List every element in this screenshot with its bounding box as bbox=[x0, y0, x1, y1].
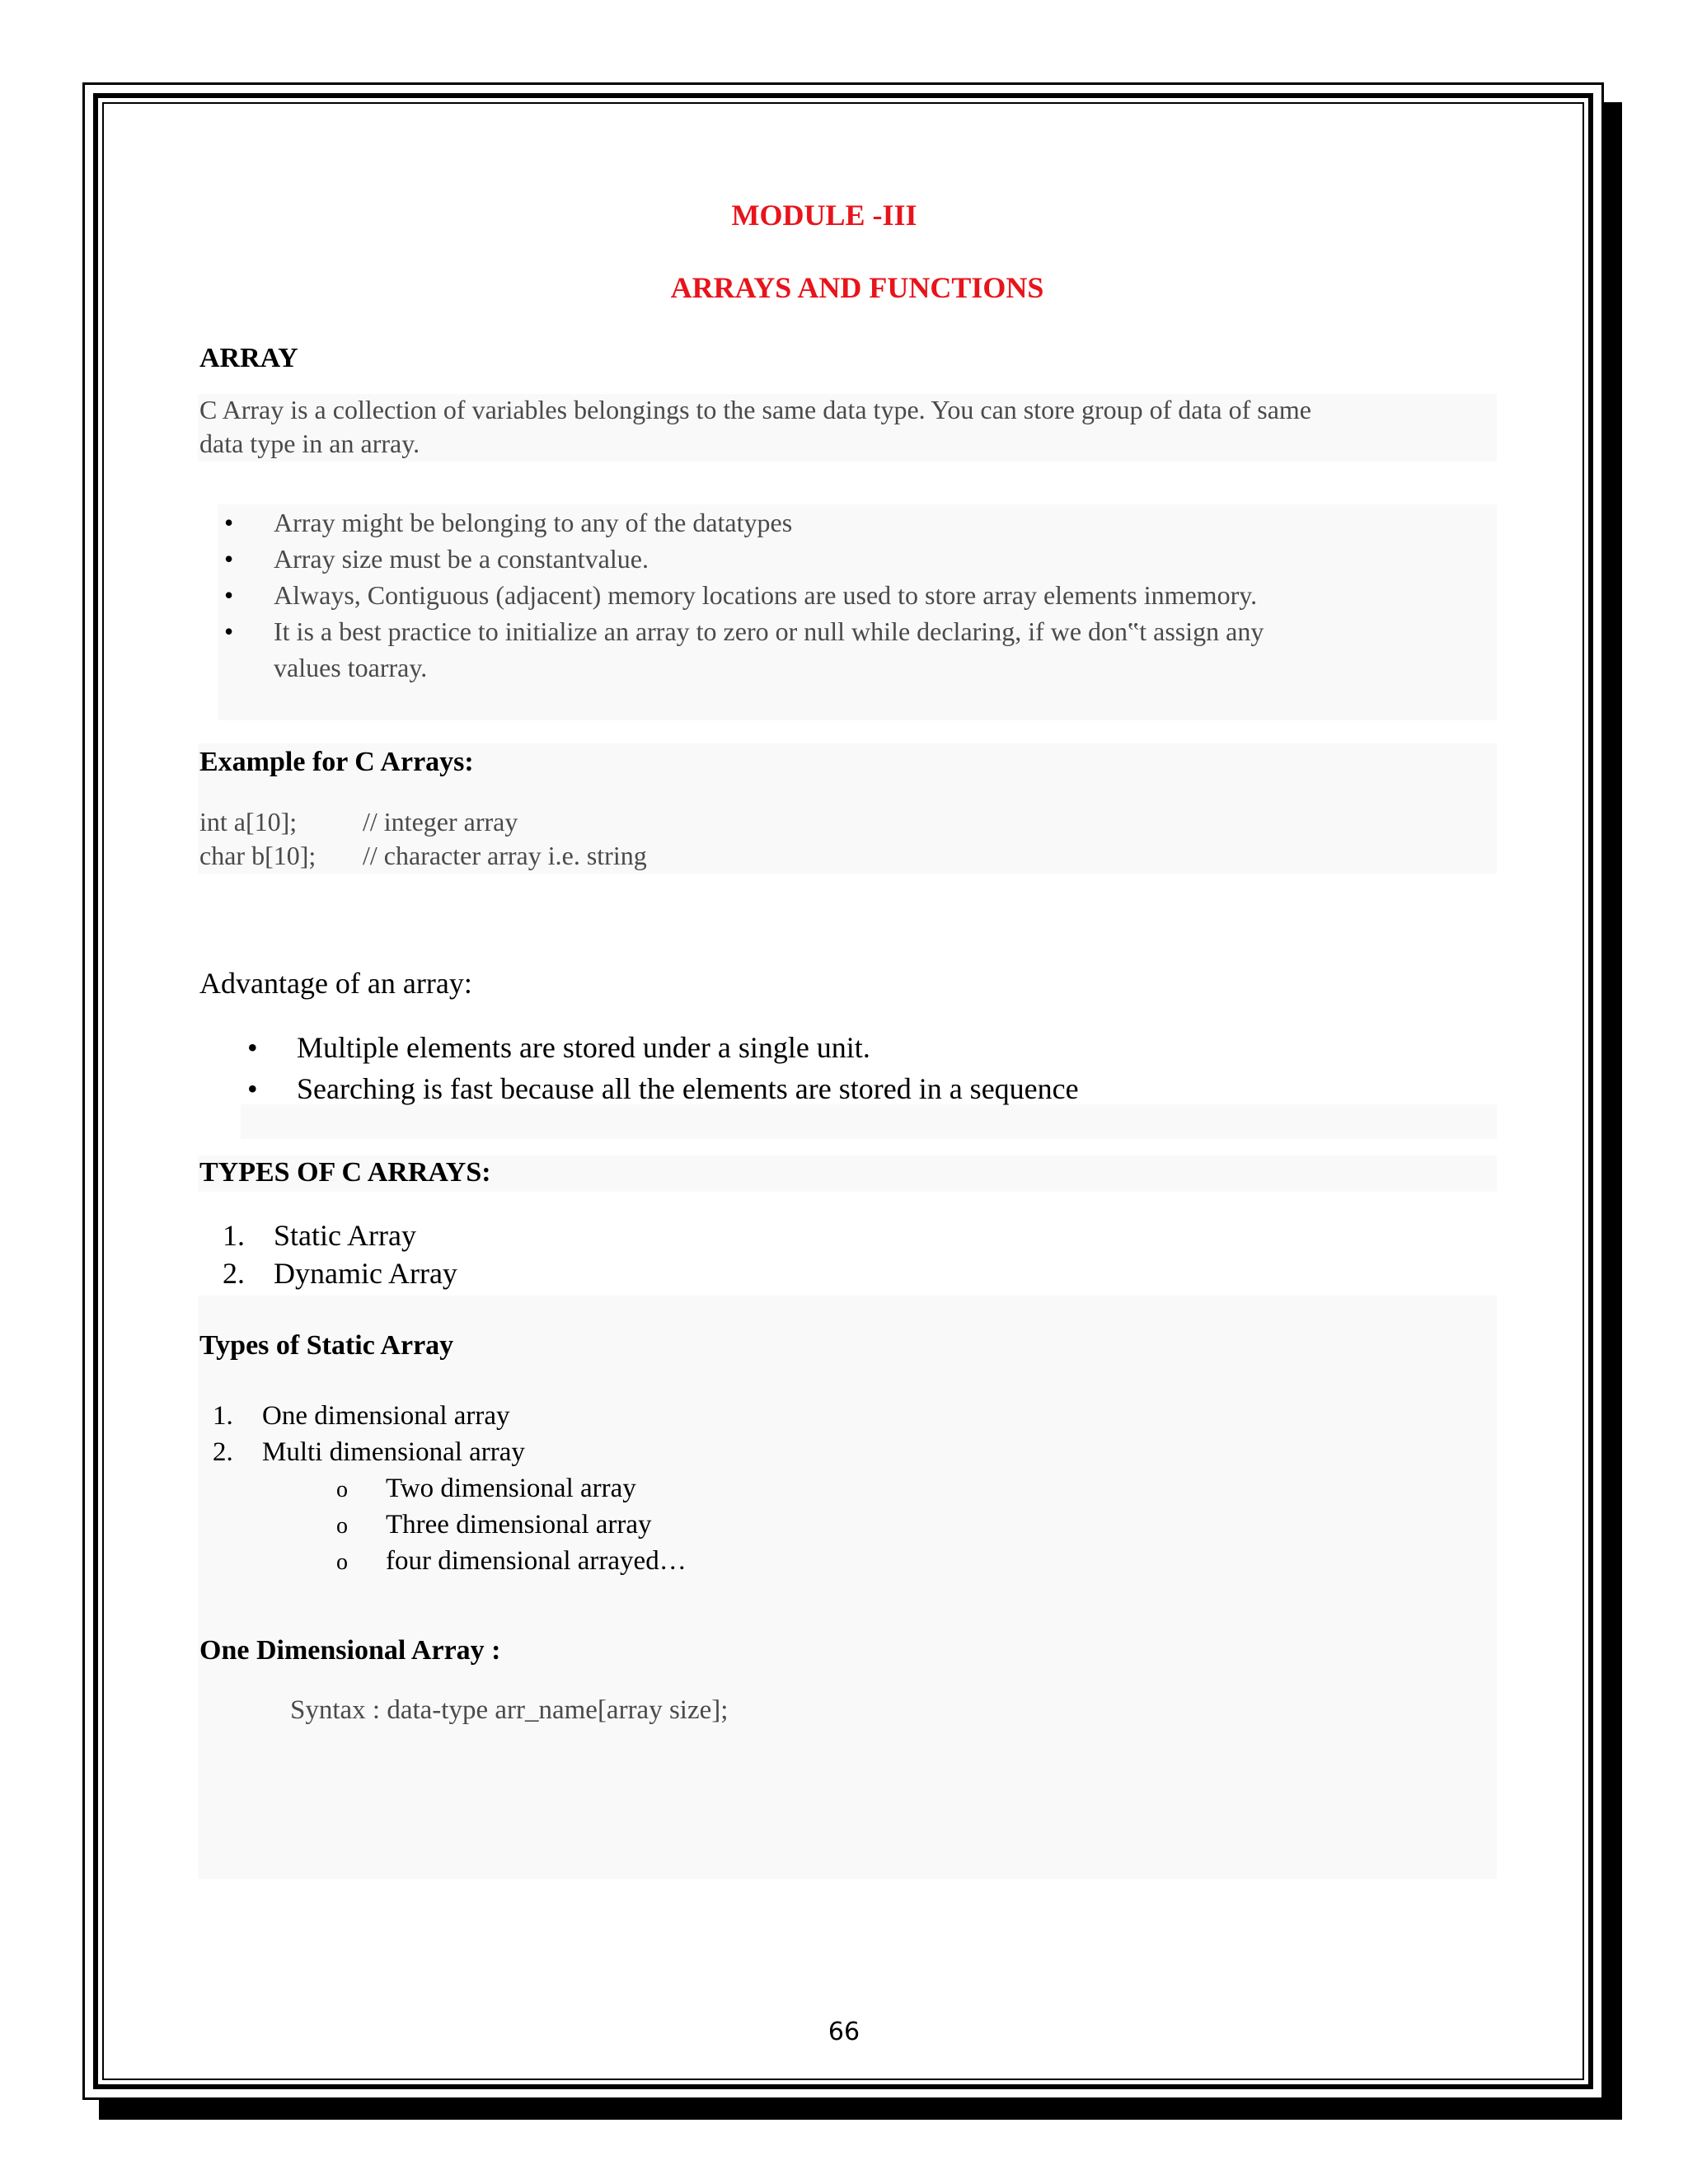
list-item: • Array might be belonging to any of the datatypes bbox=[224, 505, 1493, 541]
list-item: o Two dimensional array bbox=[336, 1474, 636, 1503]
one-dim-heading: One Dimensional Array : bbox=[199, 1635, 501, 1666]
circle-bullet-icon: o bbox=[336, 1477, 348, 1502]
list-item-continuation: values toarray. bbox=[274, 653, 428, 682]
static-types-shade bbox=[198, 1296, 1497, 1879]
chapter-title: ARRAYS AND FUNCTIONS bbox=[670, 271, 1044, 304]
example-code-2: char b[10]; bbox=[199, 841, 316, 870]
page-number: 66 bbox=[828, 2018, 860, 2046]
array-intro-line2: data type in an array. bbox=[199, 429, 420, 458]
one-dim-syntax: Syntax : data-type arr_name[array size]; bbox=[290, 1695, 729, 1725]
module-title: MODULE -III bbox=[731, 199, 917, 232]
static-types-heading: Types of Static Array bbox=[199, 1330, 454, 1361]
array-heading: ARRAY bbox=[199, 343, 298, 373]
advantage-heading: Advantage of an array: bbox=[199, 967, 472, 1000]
list-item: 2. Multi dimensional array bbox=[213, 1437, 525, 1467]
advantage-shade bbox=[241, 1104, 1497, 1139]
example-code-1: int a[10]; bbox=[199, 807, 298, 837]
example-comment-2: // character array i.e. string bbox=[363, 841, 647, 870]
types-heading: TYPES OF C ARRAYS: bbox=[199, 1157, 491, 1188]
list-item: 1. One dimensional array bbox=[213, 1401, 510, 1431]
static-types-list bbox=[213, 1398, 525, 1470]
list-item: o Three dimensional array bbox=[336, 1510, 652, 1540]
array-bullets bbox=[224, 505, 1493, 687]
bullet-icon: • bbox=[247, 1072, 258, 1105]
list-item: 1. Static Array bbox=[223, 1219, 416, 1252]
array-intro-line1: C Array is a collection of variables belongings to the same data type. You can store group of data of same bbox=[199, 395, 1311, 424]
example-comment-1: // integer array bbox=[363, 807, 518, 837]
bullet-icon: • bbox=[224, 544, 234, 574]
bullet-icon: • bbox=[224, 616, 234, 646]
list-item: • Always, Contiguous (adjacent) memory locations are used to store array elements inmemory. bbox=[224, 578, 1493, 614]
bullet-icon: • bbox=[224, 508, 234, 537]
example-heading: Example for C Arrays: bbox=[199, 747, 474, 777]
list-item: 2. Dynamic Array bbox=[223, 1257, 457, 1290]
circle-bullet-icon: o bbox=[336, 1513, 348, 1539]
circle-bullet-icon: o bbox=[336, 1549, 348, 1575]
bullet-icon: • bbox=[247, 1031, 258, 1064]
types-list bbox=[223, 1216, 457, 1292]
static-subtypes-list bbox=[336, 1470, 687, 1579]
list-item: • It is a best practice to initialize an array to zero or null while declaring, if we don‟t assign any bbox=[224, 614, 1493, 650]
list-item: o four dimensional arrayed… bbox=[336, 1546, 687, 1576]
list-item: • Array size must be a constantvalue. bbox=[224, 541, 1493, 578]
bullet-icon: • bbox=[224, 580, 234, 610]
